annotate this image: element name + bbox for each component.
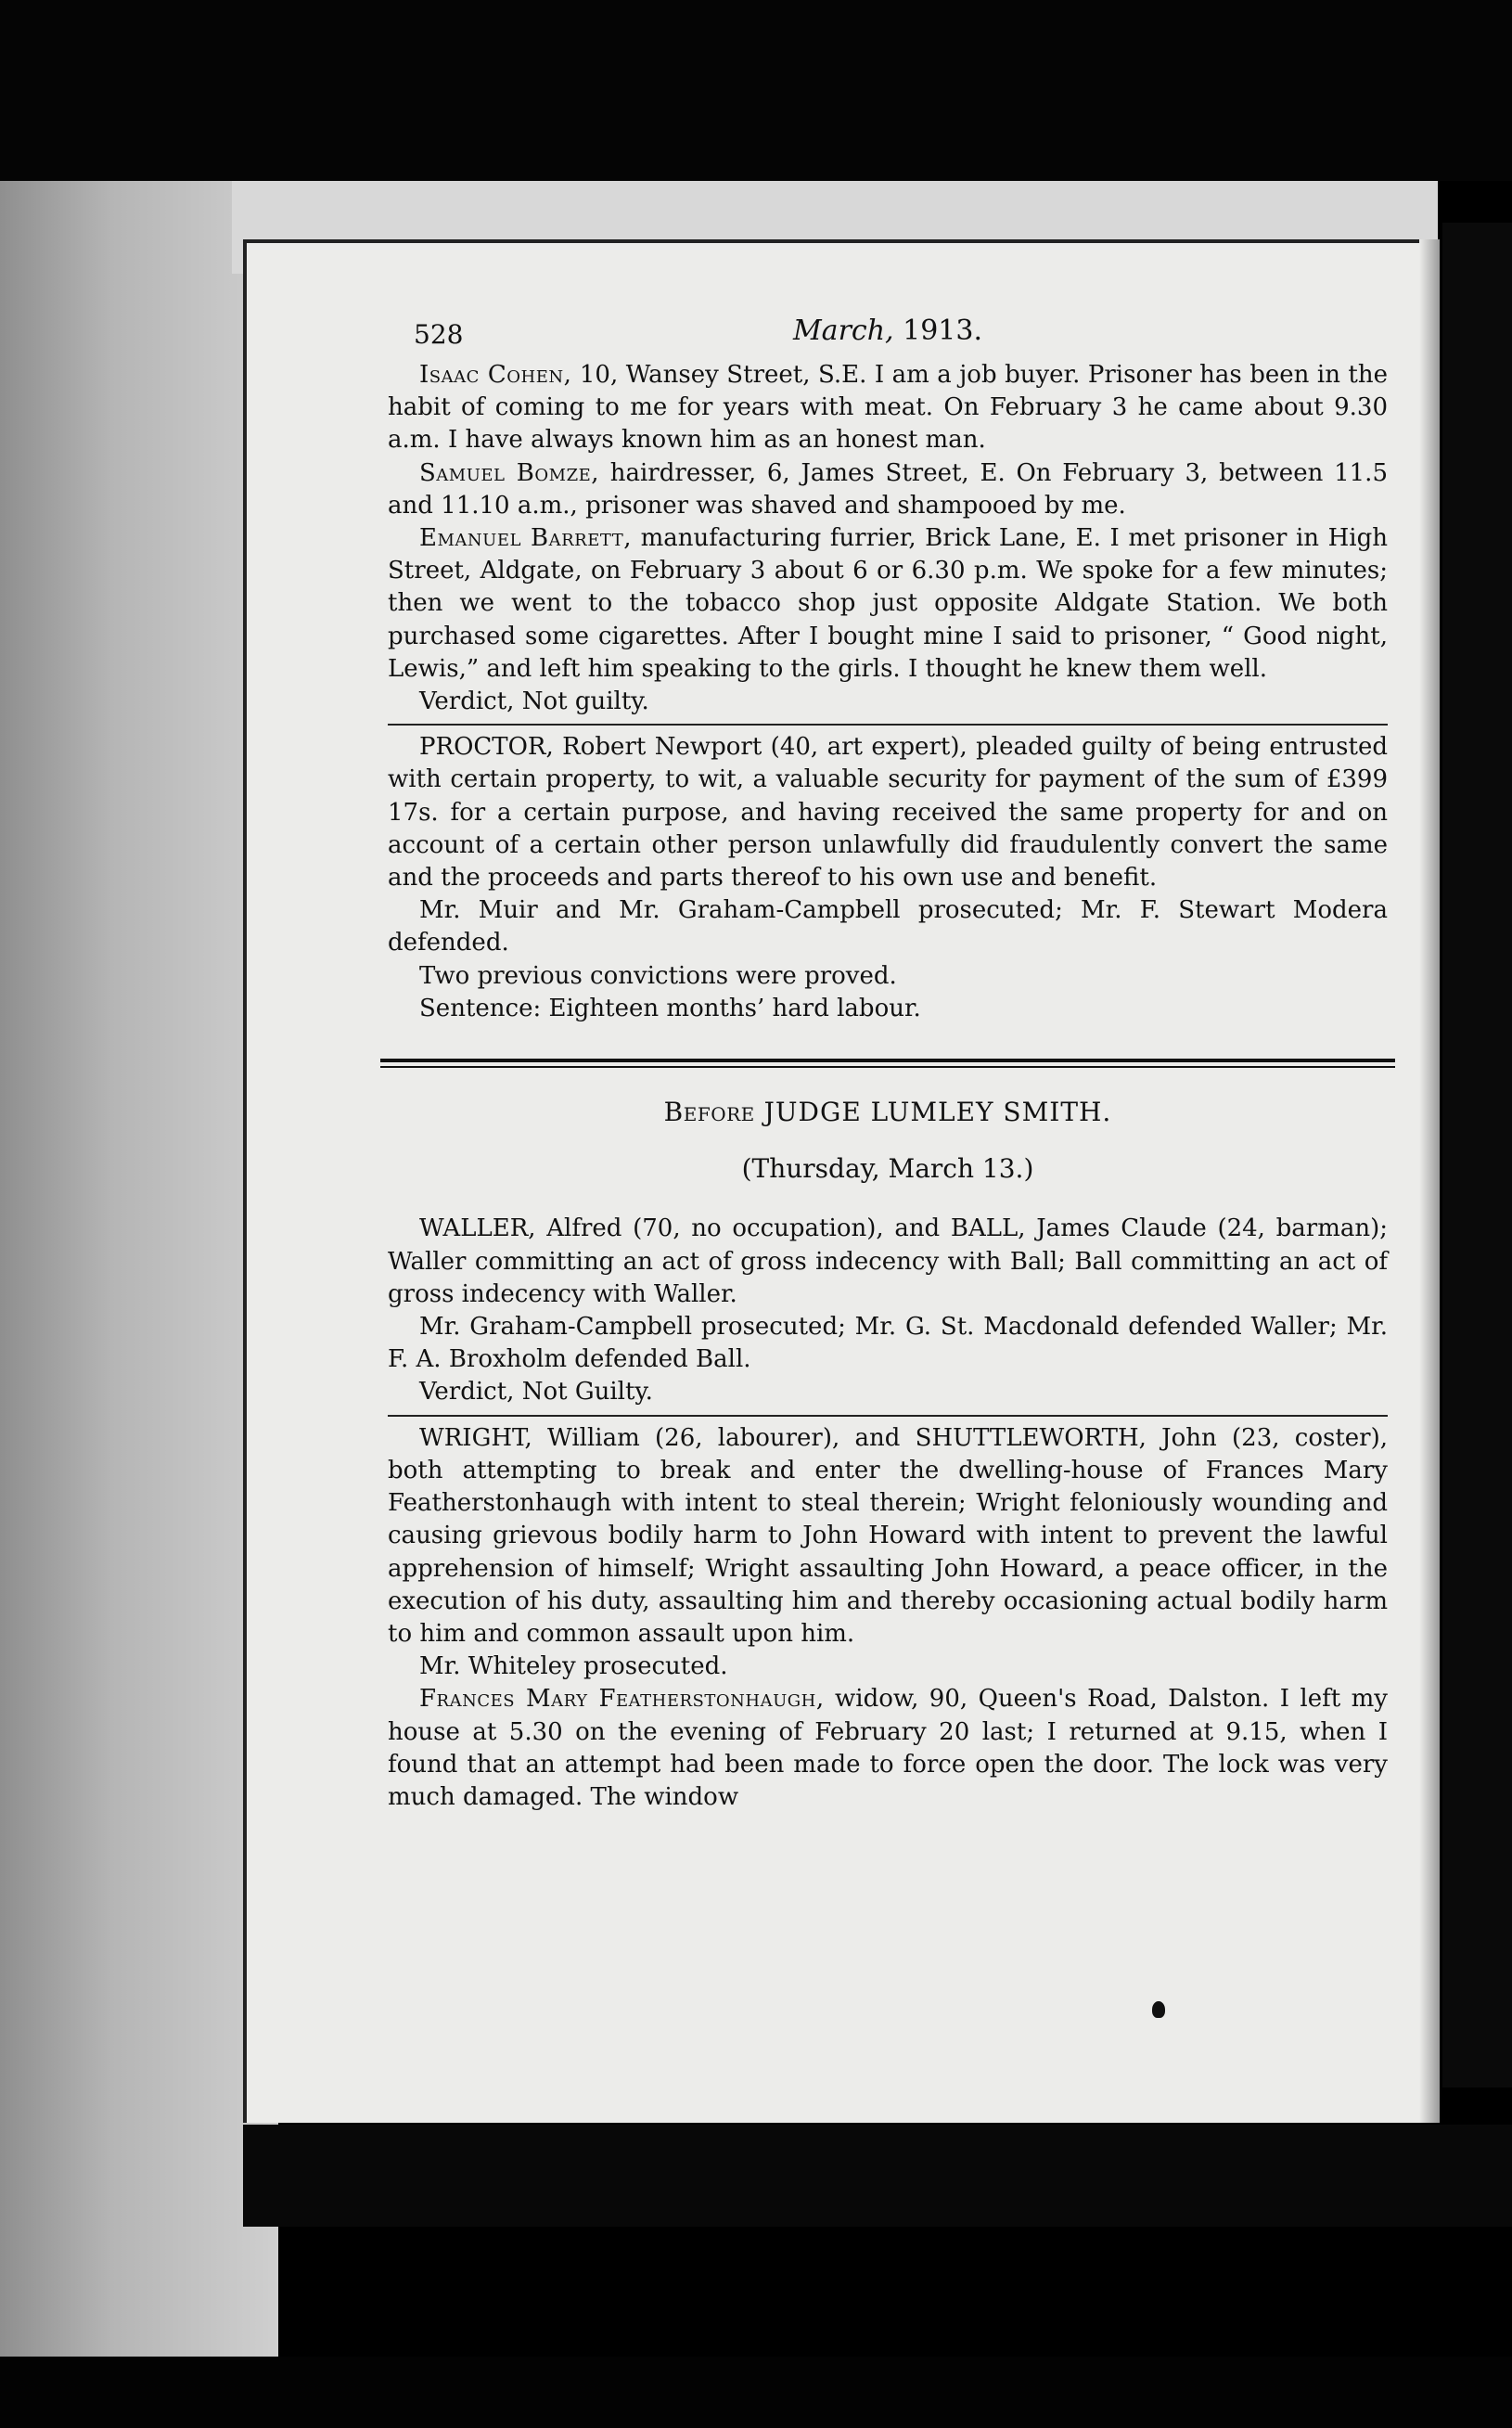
witness-name: Frances Mary Featherstonhaugh, — [419, 1685, 825, 1714]
page-text — [388, 311, 1388, 1814]
scan-right-border — [1442, 223, 1512, 2088]
page-gutter-shadow — [1419, 239, 1440, 2123]
page-number: 528 — [414, 319, 464, 350]
section-before: Before — [663, 1097, 755, 1128]
section-double-rule — [380, 1059, 1395, 1068]
waller-verdict: Verdict, Not Guilty. — [419, 1378, 653, 1407]
running-head-year: 1913. — [903, 315, 983, 347]
running-head — [388, 315, 1388, 347]
testimony-featherstonhaugh — [388, 1683, 1388, 1814]
section-judge: JUDGE LUMLEY SMITH. — [754, 1097, 1112, 1128]
testimony-barrett — [388, 522, 1388, 686]
witness-name: Emanuel Barrett, — [419, 524, 632, 553]
wright-counsel: Mr. Whiteley prosecuted. — [419, 1652, 728, 1681]
scan-footer-border — [0, 2357, 1512, 2428]
scan-bottom-border — [243, 2125, 1512, 2227]
waller-case: WALLER, Alfred (70, no occupation), and BALL, James Claude (24, barman); Waller committing an act of gross indecency with Ball; Ball committing an act of gross indecency with Waller. — [388, 1214, 1388, 1308]
section-date: (Thursday, March 13.) — [741, 1153, 1034, 1185]
proctor-sentence: Sentence: Eighteen months’ hard labour. — [419, 994, 921, 1022]
case-divider — [388, 724, 1388, 726]
running-head-month: March, — [792, 315, 894, 347]
witness-name: Samuel Bomze, — [419, 458, 599, 487]
proctor-case: PROCTOR, Robert Newport (40, art expert), pleaded guilty of being entrusted with certain property, to wit, a valuable security for payment of the sum of £399 17s. for a certain purpose, and having received the same property for and on account of a certain other person unlawfully did fraudulently convert the same and the proceeds and parts thereof to his own use and benefit. — [388, 733, 1388, 893]
testimony-cohen — [388, 359, 1388, 457]
testimony-text: manufacturing furrier, Brick Lane, E. I met prisoner in High Street, Aldgate, on February 3 about 6 or 6.30 p.m. We spoke for a few minutes; then we went to the tobacco shop just opposite Aldgate Station. We both purchased some cigarettes. After I bought mine I said to prisoner, “ Good night, Lewis,” and left him speaking to the girls. I thought he knew them well. — [388, 524, 1388, 683]
testimony-text: widow, 90, Queen's Road, Dalston. I left my house at 5.30 on the evening of February 20 last; I returned at 9.15, when I found that an attempt had been made to force open the door. The lock was very much damaged. The window — [388, 1685, 1388, 1811]
testimony-text: hairdresser, 6, James Street, E. On February 3, between 11.5 and 11.10 a.m., prisoner was shaved and shampooed by me. — [388, 458, 1388, 520]
waller-counsel: Mr. Graham-Campbell prosecuted; Mr. G. St. Macdonald defended Waller; Mr. F. A. Broxholm defended Ball. — [388, 1313, 1388, 1374]
testimony-bomze — [388, 457, 1388, 522]
wright-case: WRIGHT, William (26, labourer), and SHUTTLEWORTH, John (23, coster), both attempting to break and enter the dwelling-house of Frances Mary Featherstonhaugh with intent to steal therein; Wright feloniously wounding and causing grievous bodily harm to John Howard with intent to prevent the lawful apprehension of himself; Wright assaulting John Howard, a peace officer, in the execution of his duty, assaulting him and thereby occasioning actual bodily harm to him and common assault upon him. — [388, 1423, 1388, 1648]
testimony-text: 10, Wansey Street, S.E. I am a job buyer. Prisoner has been in the habit of coming to me for years with meat. On February 3 he came about 9.30 a.m. I have always known him as an honest man. — [388, 361, 1389, 455]
scan-top-border — [0, 0, 1512, 181]
ink-blot — [1152, 2001, 1165, 2018]
section-heading — [388, 1096, 1388, 1128]
witness-name: Isaac Cohen, — [419, 361, 572, 389]
proctor-previous: Two previous convictions were proved. — [419, 961, 897, 990]
case-divider — [388, 1415, 1388, 1417]
proctor-counsel: Mr. Muir and Mr. Graham-Campbell prosecuted; Mr. F. Stewart Modera defended. — [388, 896, 1388, 957]
facing-page-edge — [0, 181, 278, 2357]
verdict-1: Verdict, Not guilty. — [419, 687, 649, 716]
page-header — [388, 311, 1388, 359]
